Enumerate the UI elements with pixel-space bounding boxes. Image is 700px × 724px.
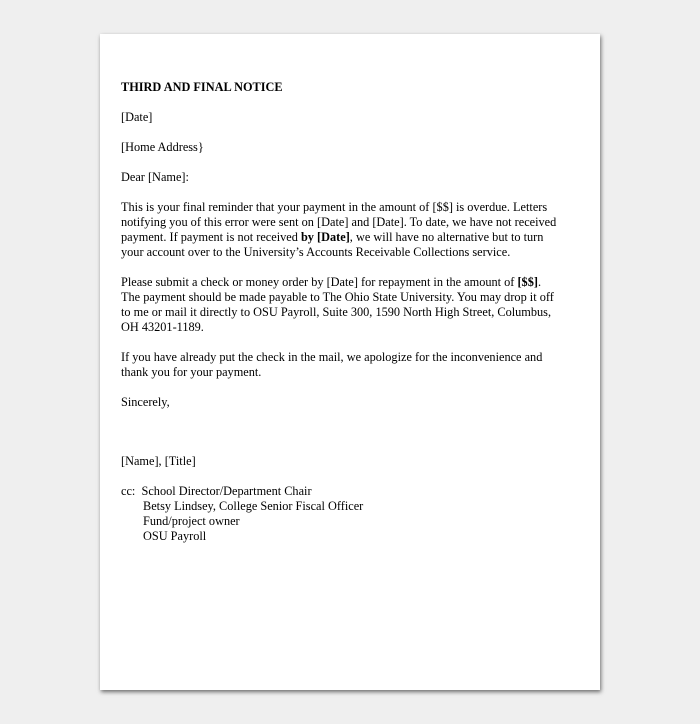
letter-date: [Date] xyxy=(121,110,153,124)
cc-recipient: Betsy Lindsey, College Senior Fiscal Officer xyxy=(143,499,364,513)
paragraph-line xyxy=(121,230,583,245)
letter-body xyxy=(121,80,583,544)
signature-line: [Name], [Title] xyxy=(121,454,196,468)
cc-first-row xyxy=(121,484,583,499)
line-text: Please submit a check or money order by [Date] for repayment in the amount of xyxy=(121,275,518,289)
paragraph-payment-instructions xyxy=(121,275,583,335)
line-text: . xyxy=(537,275,542,289)
paragraph-line: notifying you of this error were sent on [Date] and [Date]. To date, we have not received xyxy=(121,215,557,229)
paragraph-line: This is your final reminder that your payment in the amount of [$$] is overdue. Letters xyxy=(121,200,548,214)
line-text: payment. If payment is not received xyxy=(121,230,301,244)
paragraph-line: thank you for your payment. xyxy=(121,365,262,379)
salutation: Dear [Name]: xyxy=(121,170,189,184)
letter-title: THIRD AND FINAL NOTICE xyxy=(121,80,283,94)
paragraph-line: The payment should be made payable to The Ohio State University. You may drop it off xyxy=(121,290,554,304)
paragraph-line: OH 43201-1189. xyxy=(121,320,204,334)
line-text: , we will have no alternative but to turn xyxy=(349,230,544,244)
paragraph-line xyxy=(121,275,583,290)
document-page xyxy=(100,34,600,690)
cc-label: cc: xyxy=(121,484,136,498)
paragraph-overdue-notice xyxy=(121,200,583,260)
cc-block xyxy=(121,484,583,544)
paragraph-line: to me or mail it directly to OSU Payroll, Suite 300, 1590 North High Street, Columbus, xyxy=(121,305,552,319)
cc-recipient: School Director/Department Chair xyxy=(141,484,312,498)
cc-recipient: OSU Payroll xyxy=(143,529,207,543)
signature-space xyxy=(121,410,583,454)
paragraph-line: your account over to the University’s Accounts Receivable Collections service. xyxy=(121,245,511,259)
amount-bold: [$$] xyxy=(517,275,538,289)
paragraph-line: If you have already put the check in the mail, we apologize for the inconvenience and xyxy=(121,350,543,364)
cc-recipient: Fund/project owner xyxy=(143,514,240,528)
deadline-date-bold: by [Date] xyxy=(300,230,350,244)
paragraph-apology xyxy=(121,350,583,380)
home-address: [Home Address} xyxy=(121,140,204,154)
closing: Sincerely, xyxy=(121,395,170,409)
